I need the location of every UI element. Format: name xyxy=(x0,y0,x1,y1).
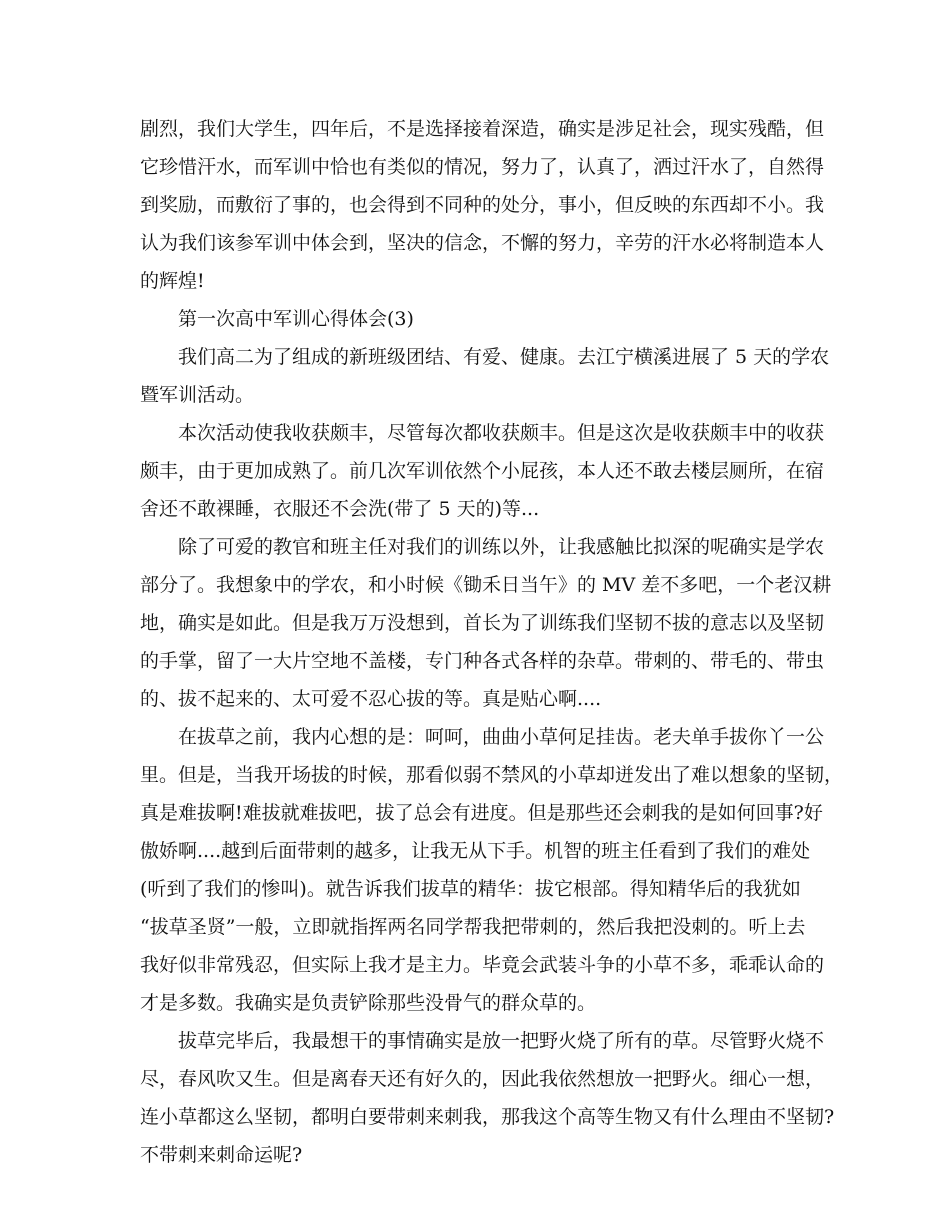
line-text: 里。但是，当我开场拔的时候，那看似弱不禁风的小草却迸发出了难以想象的坚韧， xyxy=(140,764,844,786)
line-text: 本次活动使我收获颇丰，尽管每次都收获颇丰。但是这次是收获颇丰中的收获 xyxy=(178,422,825,444)
text-line xyxy=(0,872,950,906)
line-text: 傲娇啊....越到后面带刺的越多，让我无从下手。机智的班主任看到了我们的难处 xyxy=(140,840,811,862)
line-text: 部分了。我想象中的学农，和小时候《锄禾日当午》的 MV 差不多吧，一个老汉耕 xyxy=(140,574,832,596)
line-text: 颇丰，由于更加成熟了。前几次军训依然个小屁孩，本人还不敢去楼层厕所，在宿 xyxy=(140,460,825,482)
text-line xyxy=(0,416,950,450)
text-line xyxy=(0,226,950,260)
text-line xyxy=(0,910,950,944)
text-line xyxy=(0,606,950,640)
line-text: 在拔草之前，我内心想的是：呵呵，曲曲小草何足挂齿。老夫单手拔你丫一公 xyxy=(178,726,825,748)
section-heading xyxy=(0,302,950,336)
line-text: (听到了我们的惨叫)。就告诉我们拔草的精华：拔它根部。得知精华后的我犹如 xyxy=(140,878,801,900)
text-line xyxy=(0,948,950,982)
text-line xyxy=(0,568,950,602)
line-text: 才是多数。我确实是负责铲除那些没骨气的群众草的。 xyxy=(140,992,597,1014)
text-line xyxy=(0,1138,950,1172)
line-text: 真是难拔啊!难拔就难拔吧，拔了总会有进度。但是那些还会刺我的是如何回事?好 xyxy=(140,802,823,824)
text-line xyxy=(0,986,950,1020)
text-line xyxy=(0,530,950,564)
line-text: 连小草都这么坚韧，都明白要带刺来刺我，那我这个高等生物又有什么理由不坚韧? xyxy=(140,1106,835,1128)
line-text: 认为我们该参军训中体会到，坚决的信念，不懈的努力，辛劳的汗水必将制造本人 xyxy=(140,232,825,254)
line-text: 的、拔不起来的、太可爱不忍心拔的等。真是贴心啊.... xyxy=(140,688,602,710)
text-line xyxy=(0,720,950,754)
line-text: “拔草圣贤”一般，立即就指挥两名同学帮我把带刺的，然后我把没刺的。听上去 xyxy=(140,916,806,938)
text-line xyxy=(0,340,950,374)
line-text: 我们高二为了组成的新班级团结、有爱、健康。去江宁横溪进展了 5 天的学农 xyxy=(178,346,830,368)
text-line xyxy=(0,454,950,488)
text-line xyxy=(0,492,950,526)
text-line xyxy=(0,834,950,868)
line-text: 的手掌，留了一大片空地不盖楼，专门种各式各样的杂草。带刺的、带毛的、带虫 xyxy=(140,650,825,672)
line-text: 拔草完毕后，我最想干的事情确实是放一把野火烧了所有的草。尽管野火烧不 xyxy=(178,1030,825,1052)
heading-text: 第一次高中军训心得体会(3) xyxy=(178,308,414,330)
text-line xyxy=(0,1100,950,1134)
line-text: 地，确实是如此。但是我万万没想到，首长为了训练我们坚韧不拔的意志以及坚韧 xyxy=(140,612,825,634)
line-text: 尽，春风吹又生。但是离春天还有好久的，因此我依然想放一把野火。细心一想， xyxy=(140,1068,825,1090)
line-text: 不带刺来刺命运呢? xyxy=(140,1144,303,1166)
text-line xyxy=(0,1024,950,1058)
text-line xyxy=(0,758,950,792)
text-line xyxy=(0,682,950,716)
line-text: 舍还不敢裸睡，衣服还不会洗(带了 5 天的)等... xyxy=(140,498,540,520)
text-line xyxy=(0,188,950,222)
text-line xyxy=(0,264,950,298)
line-text: 的辉煌! xyxy=(140,270,205,292)
line-text: 暨军训活动。 xyxy=(140,384,255,406)
line-text: 剧烈，我们大学生，四年后，不是选择接着深造，确实是涉足社会，现实残酷，但 xyxy=(140,118,825,140)
line-text: 我好似非常残忍，但实际上我才是主力。毕竟会武装斗争的小草不多，乖乖认命的 xyxy=(140,954,825,976)
text-line xyxy=(0,378,950,412)
line-text: 除了可爱的教官和班主任对我们的训练以外，让我感触比拟深的呢确实是学农 xyxy=(178,536,825,558)
line-text: 到奖励，而敷衍了事的，也会得到不同种的处分，事小，但反映的东西却不小。我 xyxy=(140,194,825,216)
text-line xyxy=(0,644,950,678)
text-line xyxy=(0,796,950,830)
text-line xyxy=(0,150,950,184)
text-line xyxy=(0,112,950,146)
text-line xyxy=(0,1062,950,1096)
line-text: 它珍惜汗水，而军训中恰也有类似的情况，努力了，认真了，洒过汗水了，自然得 xyxy=(140,156,825,178)
